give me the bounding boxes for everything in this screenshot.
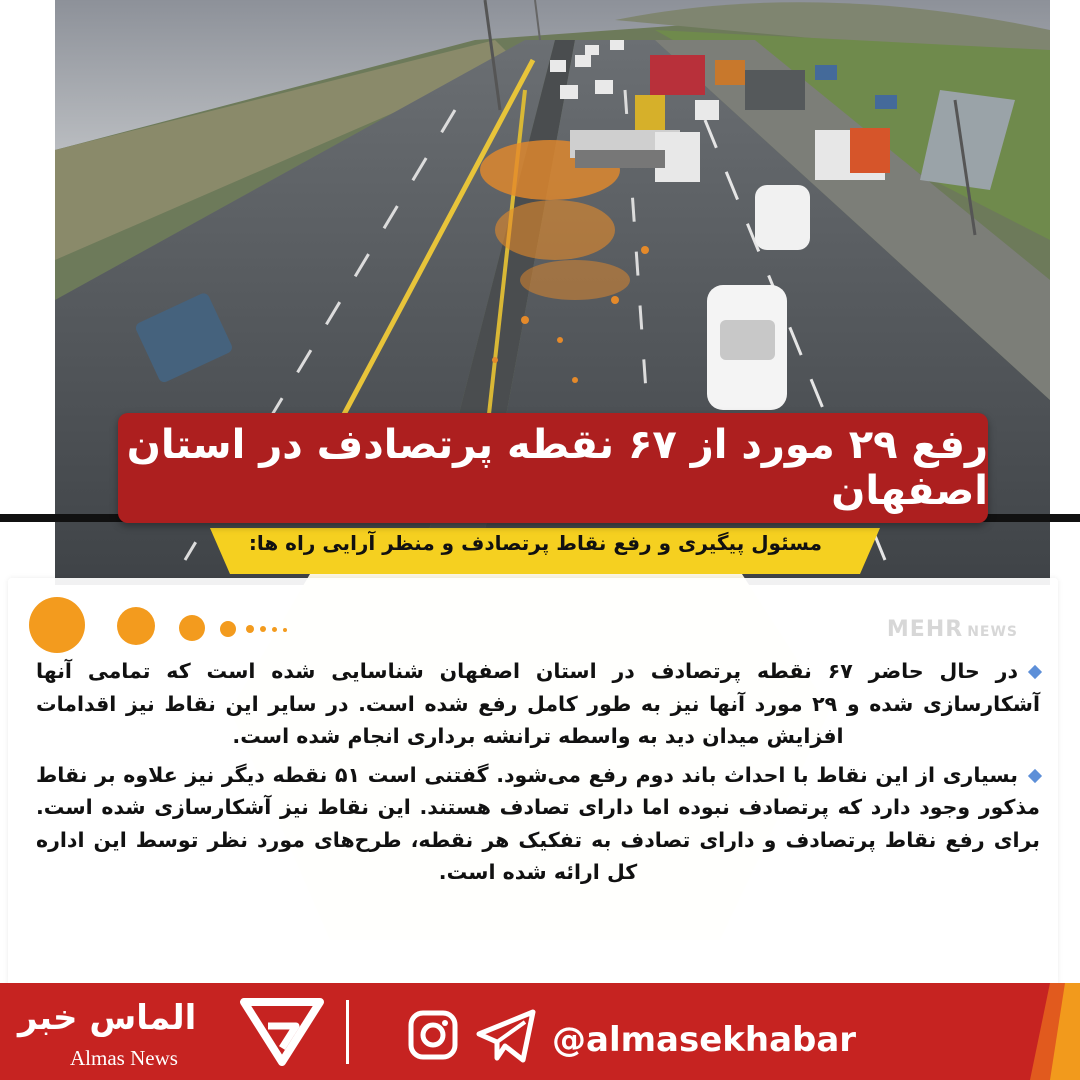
article-body	[36, 655, 1040, 895]
decor-dot-7	[272, 627, 277, 632]
decor-dot-5	[246, 625, 254, 633]
bullet-diamond-icon	[1028, 665, 1042, 679]
decor-dot-3	[179, 615, 205, 641]
logo-g-icon	[234, 996, 330, 1068]
social-handle[interactable]: @almasekhabar	[552, 1020, 857, 1060]
paragraph-1-text: در حال حاضر ۶۷ نقطه پرتصادف در استان اصفهان شناسایی شده است که تمامی آنها آشکارسازی شده و ۲۹ مورد آنها نیز به طور کامل رفع شده است. در سایر این نقاط نیز اقدامات افزایش میدان دید به واسطه ترانشه برداری انجام شده است.	[36, 659, 1040, 748]
telegram-icon[interactable]	[475, 1008, 539, 1064]
decor-dot-8	[283, 628, 287, 632]
paragraph-2-text: بسیاری از این نقاط با احداث باند دوم رفع می‌شود. گفتنی است ۵۱ نقطه دیگر نیز علاوه بر نقاط مذکور وجود دارد که پرتصادف نبوده اما دارای تصادف هستند. این نقاط نیز آشکارسازی شده است. برای رفع نقاط پرتصادف و دارای تصادف به تفکیک هر نقطه، طرح‌های مورد نظر توسط این اداره کل ارائه شده است.	[36, 762, 1040, 884]
headline-text: رفع ۲۹ مورد از ۶۷ نقطه پرتصادف در استان اصفهان	[126, 422, 988, 514]
decor-dot-6	[260, 626, 266, 632]
decor-dot-4	[220, 621, 236, 637]
mehr-news-watermark	[887, 617, 1018, 642]
subtitle: مسئول پیگیری و رفع نقاط پرتصادف و منظر آرایی راه ها:	[248, 531, 822, 555]
instagram-icon[interactable]	[408, 1010, 458, 1060]
decor-dot-2	[117, 607, 155, 645]
watermark-sub: NEWS	[967, 624, 1018, 640]
paragraph-1	[36, 655, 1040, 753]
brand-name-persian: الماس خبر	[18, 998, 197, 1038]
watermark-brand: MEHR	[886, 617, 964, 642]
footer-accent-stripe	[1010, 983, 1080, 1080]
brand-name-english: Almas News	[70, 1046, 178, 1070]
paragraph-2	[36, 759, 1040, 889]
footer-divider	[346, 1000, 349, 1064]
decor-dot-1	[29, 597, 85, 653]
bullet-diamond-icon	[1028, 768, 1042, 782]
headline-banner	[118, 413, 988, 523]
